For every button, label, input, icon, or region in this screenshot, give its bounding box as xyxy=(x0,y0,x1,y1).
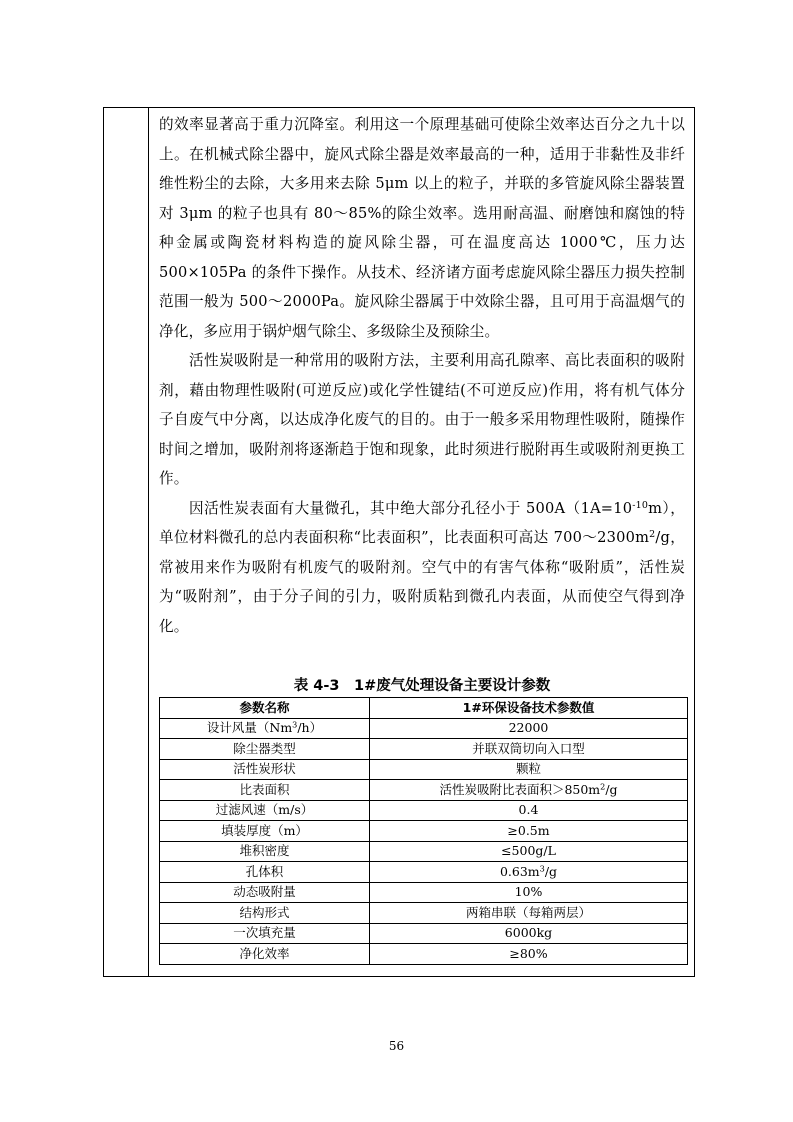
table-row xyxy=(160,821,688,842)
table-row xyxy=(160,923,688,944)
row-name: 孔体积 xyxy=(160,862,370,883)
row-value: ≥0.5m xyxy=(370,821,688,842)
row-value: 10% xyxy=(370,882,688,903)
row-name: 比表面积 xyxy=(160,780,370,801)
design-parameters-table xyxy=(159,697,688,965)
header-parameter-value: 1#环保设备技术参数值 xyxy=(370,698,688,719)
row-value: 并联双筒切向入口型 xyxy=(370,739,688,760)
row-name-text: 设计风量（Nm xyxy=(206,720,293,736)
row-value: ≥80% xyxy=(370,944,688,965)
table-row xyxy=(160,739,688,760)
body-text xyxy=(159,110,685,641)
row-value: 6000kg xyxy=(370,923,688,944)
micropores-sup-b: 2 xyxy=(649,528,656,540)
row-name: 一次填充量 xyxy=(160,923,370,944)
table-row xyxy=(160,841,688,862)
micropores-sup-a: -10 xyxy=(632,499,649,511)
page-number: 56 xyxy=(388,1039,405,1053)
row-value-text: 活性炭吸附比表面积＞850m xyxy=(439,781,601,797)
row-value-tail: /g xyxy=(544,863,558,879)
micropores-text-c: /g，常被用来作为吸附有机废气的吸附剂。空气中的有害气体称“吸附质”，活性炭为“吸附剂”，由于分子间的引力，吸附质粘到微孔内表面，从而使空气得到净化。 xyxy=(159,529,686,635)
paragraph-cyclone: 的效率显著高于重力沉降室。利用这一个原理基础可使除尘效率达百分之九十以上。在机械式除尘器中，旋风式除尘器是效率最高的一种，适用于非黏性及非纤维性粉尘的去除，大多用来去除 5μm 以上的粒子，并联的多管旋风除尘器装置对 3μm 的粒子也具有 80～85%的除尘效率。选用耐高温、耐磨蚀和腐蚀的特种金属或陶瓷材料构造的旋风除尘器，可在温度高达 1000℃，压力达 500×105Pa 的条件下操作。从技术、经济诸方面考虑旋风除尘器压力损失控制范围一般为 500～2000Pa。旋风除尘器属于中效除尘器，且可用于高温烟气的净化，多应用于锅炉烟气除尘、多级除尘及预除尘。 xyxy=(159,116,685,340)
row-name-tail: /h） xyxy=(297,720,323,736)
row-name: 填装厚度（m） xyxy=(160,821,370,842)
row-value xyxy=(370,862,688,883)
header-parameter-name: 参数名称 xyxy=(160,698,370,719)
row-name: 过滤风速（m/s） xyxy=(160,800,370,821)
row-name-sup: 3 xyxy=(292,719,298,730)
table-row xyxy=(160,862,688,883)
micropores-text-b: m），单位材料微孔的总内表面积称“比表面积”，比表面积可高达 700～2300m xyxy=(159,499,686,546)
row-value: 22000 xyxy=(370,718,688,739)
row-name: 活性炭形状 xyxy=(160,759,370,780)
row-value-tail: /g xyxy=(605,781,618,797)
micropores-text-a: 因活性炭表面有大量微孔，其中绝大部分孔径小于 500A（1A=10 xyxy=(189,499,633,517)
row-value-sup: 3 xyxy=(539,863,545,874)
row-value: 0.4 xyxy=(370,800,688,821)
paragraph-micropores xyxy=(159,494,685,642)
table-row xyxy=(160,780,688,801)
row-value: ≤500g/L xyxy=(370,841,688,862)
table-row xyxy=(160,903,688,924)
table-row xyxy=(160,718,688,739)
row-name: 结构形式 xyxy=(160,903,370,924)
paragraph-activated-carbon: 活性炭吸附是一种常用的吸附方法，主要利用高孔隙率、高比表面积的吸附剂，藉由物理性吸附(可逆反应)或化学性键结(不可逆反应)作用，将有机气体分子自废气中分离，以达成净化废气的目的。由于一般多采用物理性吸附，随操作时间之增加，吸附剂将逐渐趋于饱和现象，此时须进行脱附再生或吸附剂更换工作。 xyxy=(159,352,685,487)
row-value xyxy=(370,780,688,801)
table-caption: 表 4-3 1#废气处理设备主要设计参数 xyxy=(293,678,551,694)
row-name: 净化效率 xyxy=(160,944,370,965)
row-value-text: 0.63m xyxy=(499,863,540,879)
table-row xyxy=(160,944,688,965)
table-header-row xyxy=(160,698,688,719)
row-name: 堆积密度 xyxy=(160,841,370,862)
row-name xyxy=(160,718,370,739)
row-name: 动态吸附量 xyxy=(160,882,370,903)
row-value-sup: 2 xyxy=(600,781,606,792)
row-value: 两箱串联（每箱两层） xyxy=(370,903,688,924)
frame-column-divider xyxy=(148,107,149,977)
table-row xyxy=(160,759,688,780)
row-value: 颗粒 xyxy=(370,759,688,780)
table-row xyxy=(160,882,688,903)
row-name: 除尘器类型 xyxy=(160,739,370,760)
table-row xyxy=(160,800,688,821)
